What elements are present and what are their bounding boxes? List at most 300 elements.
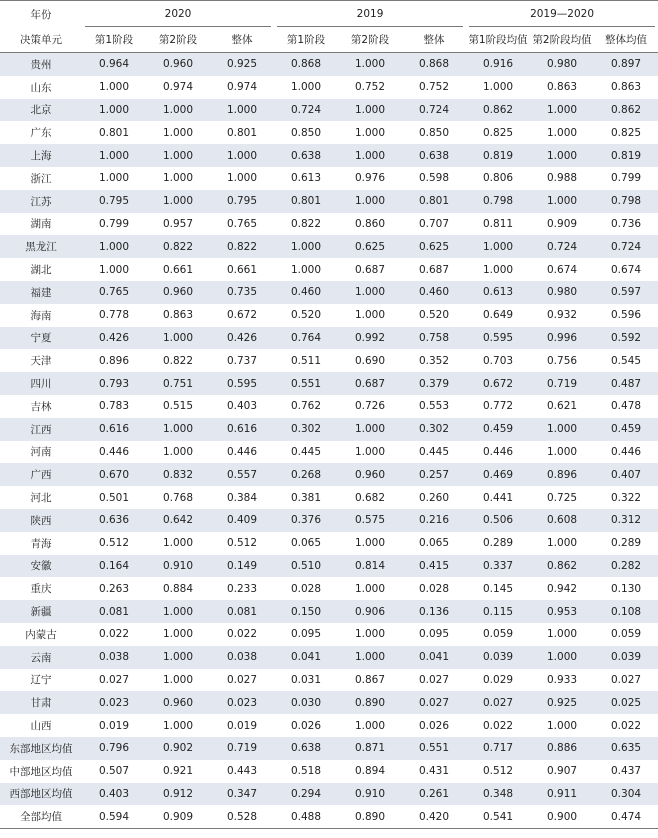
col-2020-stage1: 第1阶段 <box>82 27 146 53</box>
value-cell: 0.027 <box>418 673 450 686</box>
col-avg-stage2: 第2阶段均值 <box>530 27 594 53</box>
value-cell: 0.149 <box>210 555 274 578</box>
value-cell: 0.446 <box>483 445 514 458</box>
value-cell: 0.420 <box>402 805 466 828</box>
value-cell: 0.216 <box>402 509 466 532</box>
value-cell: 0.642 <box>146 509 210 532</box>
value-cell: 0.751 <box>146 372 210 395</box>
value-cell: 0.860 <box>354 217 386 230</box>
value-cell: 0.850 <box>290 126 322 139</box>
value-cell: 0.799 <box>98 217 130 230</box>
row-label-cell: 辽宁 <box>30 674 52 687</box>
value-cell: 1.000 <box>162 126 194 139</box>
row-label-cell: 云南 <box>0 646 82 669</box>
value-cell: 0.027 <box>402 691 466 714</box>
value-cell: 0.348 <box>466 783 530 806</box>
value-cell: 0.765 <box>82 281 146 304</box>
value-cell: 0.736 <box>611 217 642 230</box>
value-cell: 0.095 <box>290 628 322 641</box>
value-cell: 1.000 <box>146 327 210 350</box>
value-cell: 0.613 <box>290 172 322 185</box>
value-cell: 0.337 <box>466 555 530 578</box>
value-cell: 1.000 <box>146 418 210 441</box>
value-cell: 1.000 <box>290 263 322 276</box>
value-cell: 0.862 <box>466 99 530 122</box>
value-cell: 1.000 <box>210 99 274 122</box>
value-cell: 0.868 <box>402 53 466 76</box>
value-cell: 0.822 <box>290 217 322 230</box>
value-cell: 0.752 <box>418 81 450 94</box>
value-cell: 0.322 <box>611 491 642 504</box>
row-label-cell: 浙江 <box>30 172 52 185</box>
value-cell: 0.863 <box>611 81 642 94</box>
value-cell: 0.257 <box>402 463 466 486</box>
value-cell: 1.000 <box>162 673 194 686</box>
value-cell: 0.988 <box>547 172 578 185</box>
value-cell: 0.636 <box>82 509 146 532</box>
row-label-cell: 广西 <box>0 463 82 486</box>
value-cell: 0.437 <box>611 765 642 778</box>
value-cell: 0.795 <box>210 190 274 213</box>
value-cell: 0.376 <box>274 509 338 532</box>
value-cell: 0.115 <box>466 600 530 623</box>
row-label-cell: 安徽 <box>0 555 82 578</box>
value-cell: 0.819 <box>466 144 530 167</box>
value-cell: 0.478 <box>611 400 642 413</box>
value-cell: 0.621 <box>547 400 578 413</box>
value-cell: 0.403 <box>82 783 146 806</box>
value-cell: 0.942 <box>547 582 578 595</box>
value-cell: 0.703 <box>483 354 514 367</box>
value-cell: 1.000 <box>146 190 210 213</box>
value-cell: 0.039 <box>466 646 530 669</box>
value-cell: 0.925 <box>530 691 594 714</box>
value-cell: 0.616 <box>82 418 146 441</box>
value-cell: 0.081 <box>82 600 146 623</box>
value-cell: 0.443 <box>226 765 258 778</box>
value-cell: 0.510 <box>274 555 338 578</box>
row-label-cell: 湖北 <box>30 264 52 277</box>
value-cell: 1.000 <box>274 235 338 258</box>
value-cell: 0.822 <box>210 235 274 258</box>
value-cell: 0.896 <box>530 463 594 486</box>
value-cell: 0.625 <box>338 235 402 258</box>
value-cell: 0.541 <box>466 805 530 828</box>
row-label-cell: 四川 <box>0 372 82 395</box>
value-cell: 0.595 <box>210 372 274 395</box>
table-row <box>0 486 658 509</box>
value-cell: 1.000 <box>162 628 194 641</box>
value-cell: 0.520 <box>418 309 450 322</box>
value-cell: 0.635 <box>594 737 658 760</box>
value-cell: 0.907 <box>547 765 578 778</box>
value-cell: 0.407 <box>594 463 658 486</box>
value-cell: 0.871 <box>338 737 402 760</box>
value-cell: 1.000 <box>547 628 578 641</box>
value-cell: 0.261 <box>402 783 466 806</box>
value-cell: 0.294 <box>274 783 338 806</box>
value-cell: 0.886 <box>530 737 594 760</box>
value-cell: 0.019 <box>226 719 258 732</box>
value-cell: 0.022 <box>611 719 642 732</box>
value-cell: 0.976 <box>354 172 386 185</box>
value-cell: 0.896 <box>98 354 130 367</box>
value-cell: 0.520 <box>290 309 322 322</box>
table-row <box>0 213 658 236</box>
table-row <box>0 418 658 441</box>
value-cell: 0.030 <box>274 691 338 714</box>
value-cell: 0.347 <box>210 783 274 806</box>
value-cell: 0.850 <box>418 126 450 139</box>
value-cell: 0.041 <box>402 646 466 669</box>
row-label-cell: 天津 <box>30 355 52 368</box>
table-row <box>0 509 658 532</box>
value-cell: 0.028 <box>290 582 322 595</box>
value-cell: 0.811 <box>483 217 514 230</box>
value-cell: 1.000 <box>547 126 578 139</box>
value-cell: 1.000 <box>547 445 578 458</box>
value-cell: 0.026 <box>290 719 322 732</box>
value-cell: 0.446 <box>98 445 130 458</box>
value-cell: 0.136 <box>402 600 466 623</box>
value-cell: 0.528 <box>210 805 274 828</box>
value-cell: 0.897 <box>594 53 658 76</box>
value-cell: 0.795 <box>82 190 146 213</box>
value-cell: 0.598 <box>418 172 450 185</box>
value-cell: 0.038 <box>82 646 146 669</box>
value-cell: 0.768 <box>162 491 194 504</box>
value-cell: 0.884 <box>162 582 194 595</box>
value-cell: 1.000 <box>162 445 194 458</box>
row-label-cell: 甘肃 <box>0 691 82 714</box>
table-row <box>0 144 658 167</box>
value-cell: 0.625 <box>402 235 466 258</box>
value-cell: 0.506 <box>466 509 530 532</box>
value-cell: 0.674 <box>611 263 642 276</box>
value-cell: 0.960 <box>146 691 210 714</box>
value-cell: 0.670 <box>82 463 146 486</box>
value-cell: 0.027 <box>611 673 642 686</box>
value-cell: 0.302 <box>402 418 466 441</box>
table-header <box>0 1 658 53</box>
value-cell: 0.312 <box>594 509 658 532</box>
value-cell: 0.501 <box>98 491 130 504</box>
value-cell: 0.616 <box>210 418 274 441</box>
value-cell: 0.551 <box>274 372 338 395</box>
table-row <box>0 600 658 623</box>
table-row <box>0 281 658 304</box>
value-cell: 0.441 <box>483 491 514 504</box>
value-cell: 0.145 <box>483 582 514 595</box>
value-cell: 1.000 <box>530 646 594 669</box>
value-cell: 0.868 <box>274 53 338 76</box>
value-cell: 0.164 <box>82 555 146 578</box>
value-cell: 0.737 <box>226 354 258 367</box>
row-label-cell: 海南 <box>30 309 52 322</box>
value-cell: 0.906 <box>338 600 402 623</box>
value-cell: 0.717 <box>466 737 530 760</box>
value-cell: 0.863 <box>547 81 578 94</box>
value-cell: 0.512 <box>483 765 514 778</box>
table-row <box>0 737 658 760</box>
row-label-cell: 全部均值 <box>0 805 82 828</box>
row-label-cell: 宁夏 <box>0 327 82 350</box>
row-label-cell: 吉林 <box>30 400 52 413</box>
col-2020-overall: 整体 <box>210 27 274 53</box>
value-cell: 0.446 <box>226 445 258 458</box>
value-cell: 0.638 <box>274 144 338 167</box>
row-label-cell: 东部地区均值 <box>0 737 82 760</box>
row-label-cell: 江苏 <box>0 190 82 213</box>
value-cell: 0.687 <box>354 263 386 276</box>
value-cell: 1.000 <box>530 190 594 213</box>
value-cell: 0.028 <box>418 582 450 595</box>
value-cell: 0.613 <box>466 281 530 304</box>
value-cell: 0.980 <box>530 53 594 76</box>
value-cell: 1.000 <box>354 445 386 458</box>
value-cell: 0.575 <box>338 509 402 532</box>
value-cell: 0.783 <box>98 400 130 413</box>
value-cell: 0.352 <box>418 354 450 367</box>
value-cell: 0.822 <box>146 235 210 258</box>
value-cell: 0.019 <box>98 719 130 732</box>
col-avg-stage1: 第1阶段均值 <box>466 27 530 53</box>
table-row <box>0 121 658 144</box>
value-cell: 0.460 <box>402 281 466 304</box>
value-cell: 0.661 <box>162 263 194 276</box>
value-cell: 0.825 <box>483 126 514 139</box>
value-cell: 0.065 <box>418 537 450 550</box>
value-cell: 1.000 <box>338 646 402 669</box>
col-avg-overall: 整体均值 <box>594 27 658 53</box>
value-cell: 0.027 <box>226 673 258 686</box>
value-cell: 0.772 <box>483 400 514 413</box>
value-cell: 0.081 <box>210 600 274 623</box>
value-cell: 0.426 <box>82 327 146 350</box>
value-cell: 0.608 <box>530 509 594 532</box>
value-cell: 0.027 <box>98 673 130 686</box>
value-cell: 0.445 <box>290 445 322 458</box>
value-cell: 0.863 <box>162 309 194 322</box>
value-cell: 0.674 <box>547 263 578 276</box>
table-row <box>0 805 658 828</box>
value-cell: 0.912 <box>146 783 210 806</box>
value-cell: 0.039 <box>594 646 658 669</box>
value-cell: 0.960 <box>146 53 210 76</box>
value-cell: 0.719 <box>210 737 274 760</box>
row-label-cell: 河南 <box>30 446 52 459</box>
value-cell: 0.409 <box>210 509 274 532</box>
value-cell: 0.459 <box>594 418 658 441</box>
table-row <box>0 623 658 646</box>
value-cell: 0.925 <box>210 53 274 76</box>
value-cell: 0.798 <box>466 190 530 213</box>
value-cell: 0.707 <box>418 217 450 230</box>
value-cell: 0.282 <box>594 555 658 578</box>
table-row <box>0 463 658 486</box>
value-cell: 0.638 <box>274 737 338 760</box>
value-cell: 0.964 <box>82 53 146 76</box>
value-cell: 0.867 <box>354 673 386 686</box>
value-cell: 0.041 <box>274 646 338 669</box>
value-cell: 1.000 <box>547 537 578 550</box>
value-cell: 1.000 <box>483 263 514 276</box>
table-row <box>0 235 658 258</box>
value-cell: 0.890 <box>338 805 402 828</box>
value-cell: 0.957 <box>162 217 194 230</box>
table-row <box>0 714 658 737</box>
value-cell: 0.724 <box>530 235 594 258</box>
value-cell: 0.022 <box>98 628 130 641</box>
value-cell: 0.814 <box>338 555 402 578</box>
value-cell: 0.682 <box>354 491 386 504</box>
table-row <box>0 99 658 122</box>
value-cell: 1.000 <box>146 600 210 623</box>
value-cell: 1.000 <box>82 144 146 167</box>
row-label-cell: 上海 <box>0 144 82 167</box>
value-cell: 0.752 <box>354 81 386 94</box>
table-row <box>0 395 658 418</box>
value-cell: 0.289 <box>483 537 514 550</box>
value-cell: 0.263 <box>98 582 130 595</box>
value-cell: 0.415 <box>402 555 466 578</box>
value-cell: 1.000 <box>483 81 514 94</box>
row-label-cell: 内蒙古 <box>25 628 57 641</box>
value-cell: 0.825 <box>611 126 642 139</box>
value-cell: 0.507 <box>98 765 130 778</box>
col-2019-stage1: 第1阶段 <box>274 27 338 53</box>
value-cell: 1.000 <box>338 144 402 167</box>
value-cell: 0.832 <box>146 463 210 486</box>
value-cell: 0.379 <box>402 372 466 395</box>
value-cell: 1.000 <box>338 99 402 122</box>
value-cell: 0.672 <box>466 372 530 395</box>
value-cell: 0.687 <box>338 372 402 395</box>
table-row <box>0 555 658 578</box>
col-2019-stage2: 第2阶段 <box>338 27 402 53</box>
value-cell: 0.038 <box>210 646 274 669</box>
value-cell: 0.512 <box>98 537 130 550</box>
value-cell: 0.765 <box>226 217 258 230</box>
value-cell: 0.022 <box>483 719 514 732</box>
value-cell: 0.512 <box>226 537 258 550</box>
value-cell: 0.960 <box>338 463 402 486</box>
value-cell: 0.796 <box>82 737 146 760</box>
value-cell: 0.545 <box>611 354 642 367</box>
value-cell: 0.553 <box>418 400 450 413</box>
value-cell: 1.000 <box>354 126 386 139</box>
value-cell: 1.000 <box>82 235 146 258</box>
value-cell: 1.000 <box>338 190 402 213</box>
value-cell: 0.445 <box>418 445 450 458</box>
table-row <box>0 53 658 76</box>
row-label-cell: 河北 <box>30 492 52 505</box>
value-cell: 0.672 <box>226 309 258 322</box>
value-cell: 0.756 <box>547 354 578 367</box>
value-cell: 1.000 <box>354 582 386 595</box>
value-cell: 1.000 <box>354 628 386 641</box>
table-row <box>0 646 658 669</box>
table-row <box>0 190 658 213</box>
col-2019-overall: 整体 <box>402 27 466 53</box>
table-row <box>0 760 658 783</box>
value-cell: 0.446 <box>611 445 642 458</box>
value-cell: 0.762 <box>290 400 322 413</box>
row-label-cell: 山东 <box>30 81 52 94</box>
value-cell: 0.260 <box>418 491 450 504</box>
value-cell: 0.515 <box>162 400 194 413</box>
row-label-cell: 江西 <box>0 418 82 441</box>
table-row <box>0 669 658 692</box>
value-cell: 0.518 <box>290 765 322 778</box>
value-cell: 0.594 <box>82 805 146 828</box>
value-cell: 0.726 <box>354 400 386 413</box>
value-cell: 1.000 <box>466 235 530 258</box>
value-cell: 0.921 <box>162 765 194 778</box>
table-row <box>0 372 658 395</box>
value-cell: 1.000 <box>530 144 594 167</box>
value-cell: 0.595 <box>466 327 530 350</box>
value-cell: 1.000 <box>146 144 210 167</box>
value-cell: 0.724 <box>274 99 338 122</box>
value-cell: 1.000 <box>162 537 194 550</box>
group-2019: 2019 <box>274 1 466 28</box>
table-row <box>0 441 658 464</box>
value-cell: 0.488 <box>274 805 338 828</box>
value-cell: 0.661 <box>226 263 258 276</box>
value-cell: 0.381 <box>290 491 322 504</box>
value-cell: 0.980 <box>530 281 594 304</box>
value-cell: 0.108 <box>594 600 658 623</box>
value-cell: 0.806 <box>483 172 514 185</box>
value-cell: 0.026 <box>418 719 450 732</box>
value-cell: 0.474 <box>594 805 658 828</box>
value-cell: 1.000 <box>146 646 210 669</box>
value-cell: 0.025 <box>594 691 658 714</box>
value-cell: 0.233 <box>226 582 258 595</box>
value-cell: 0.801 <box>274 190 338 213</box>
table-row <box>0 783 658 806</box>
value-cell: 0.801 <box>402 190 466 213</box>
value-cell: 0.023 <box>82 691 146 714</box>
table-row <box>0 532 658 555</box>
value-cell: 0.910 <box>338 783 402 806</box>
table-row <box>0 327 658 350</box>
value-cell: 0.793 <box>82 372 146 395</box>
value-cell: 0.819 <box>594 144 658 167</box>
value-cell: 1.000 <box>162 172 194 185</box>
value-cell: 0.933 <box>547 673 578 686</box>
value-cell: 0.487 <box>594 372 658 395</box>
value-cell: 0.724 <box>402 99 466 122</box>
value-cell: 0.974 <box>162 81 194 94</box>
value-cell: 0.511 <box>290 354 322 367</box>
value-cell: 0.909 <box>146 805 210 828</box>
value-cell: 1.000 <box>98 263 130 276</box>
row-label-cell: 广东 <box>30 127 52 140</box>
value-cell: 0.304 <box>594 783 658 806</box>
value-cell: 1.000 <box>82 99 146 122</box>
value-cell: 0.403 <box>226 400 258 413</box>
value-cell: 0.862 <box>594 99 658 122</box>
value-cell: 0.557 <box>210 463 274 486</box>
value-cell: 0.916 <box>466 53 530 76</box>
value-cell: 0.469 <box>466 463 530 486</box>
value-cell: 0.902 <box>146 737 210 760</box>
value-cell: 1.000 <box>98 81 130 94</box>
value-cell: 1.000 <box>146 99 210 122</box>
value-cell: 1.000 <box>547 719 578 732</box>
